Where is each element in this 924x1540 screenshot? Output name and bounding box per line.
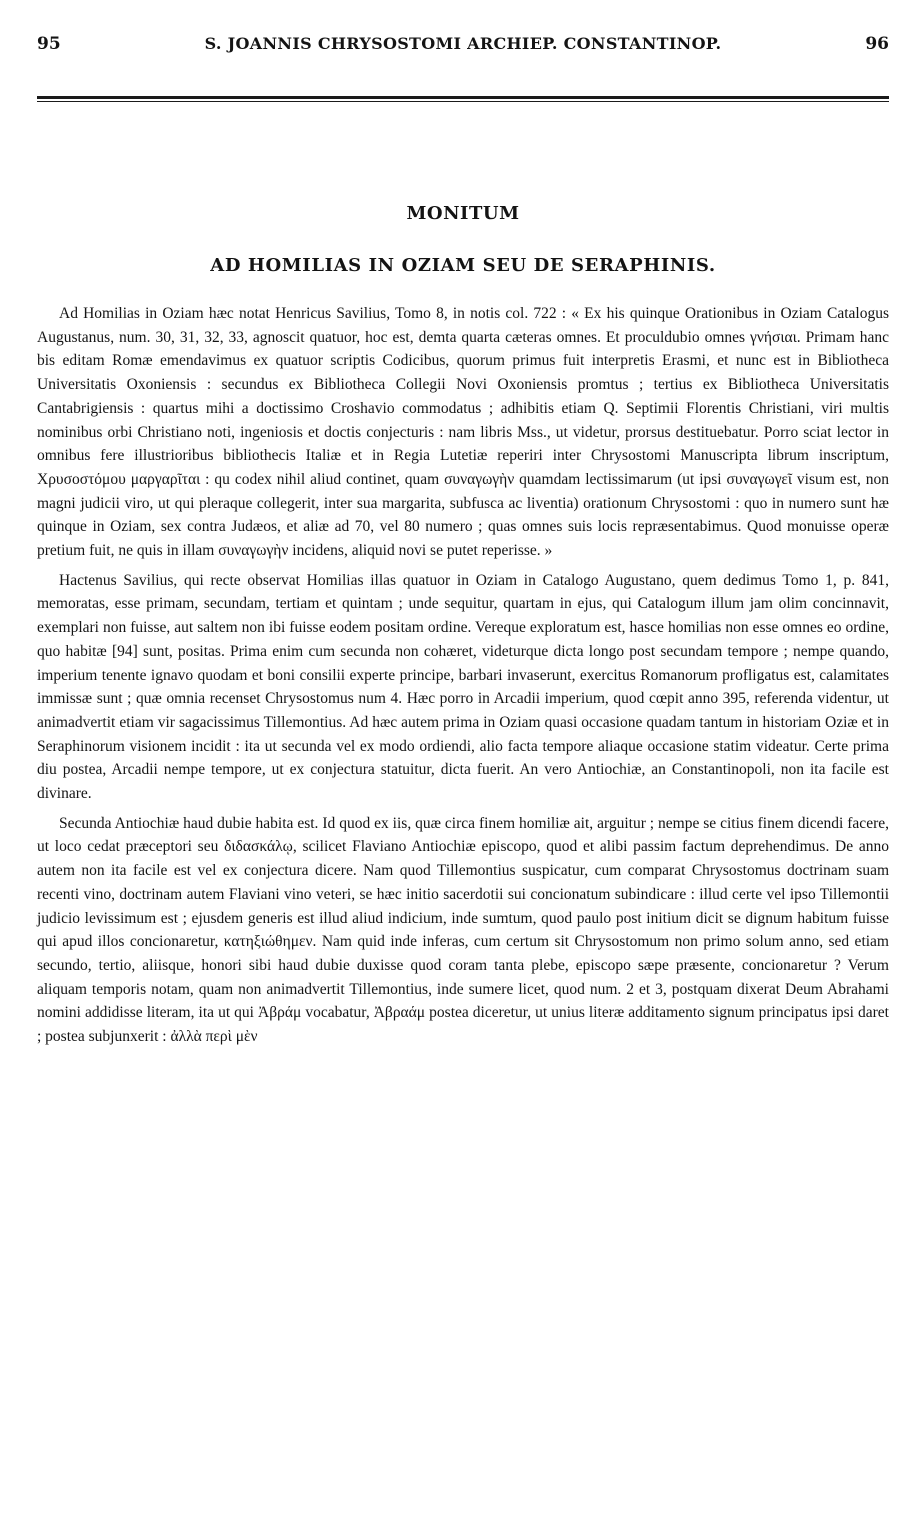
- header-rule-thin: [37, 101, 889, 102]
- running-head: S. JOANNIS CHRYSOSTOMI ARCHIEP. CONSTANTINOP.: [204, 34, 722, 53]
- paragraph: Secunda Antiochiæ haud dubie habita est. Id quod ex iis, quæ circa finem homiliæ ait, arguitur ; nempe se citius finem dicendi facere, ut loco cedat præceptori seu διδασκάλῳ, scilicet Flaviano Antiochiæ episcopo, quod et alibi passim factum deprehendimus. De anno autem non ita facile est vel ex conjectura dicere. Nam quod Tillemontius suspicatur, cum comparat Chrysostomus doctrinam suam recenti vino, doctrinam autem Flaviani vino veteri, se hæc initio sacerdotii sui concionatum subindicare : illud certe vel ipso Tillemontii judicio levissimum est ; ejusdem generis est illud aliud indicium, inde sumtum, quod paulo post initium dicit se dignum habitum fuisse qui apud illos concionaretur, κατηξιώθημεν. Nam quid inde inferas, cum certum sit Chrysostomum non primo solum anno, sed etiam secundo, tertio, aliisque, honori sibi haud dubie duxisse quod coram tanta plebe, episcopo sæpe præsente, concionaretur ? Verum aliquam temporis notam, quam non animadvertit Tillemontius, inde sumere licet, quod num. 2 et 3, postquam dixerat Deum Abrahami nomini addidisse literam, ita ut qui Ἀβράμ vocabatur, Ἀβραάμ postea diceretur, ut unius literæ additamento signum principatus ipsi daret ; postea subjunxerit : ἀλλὰ περὶ μὲν: [37, 814, 889, 1046]
- section-title: MONITUM: [406, 203, 520, 224]
- page-number-right: 96: [865, 34, 889, 54]
- body-text: [37, 302, 889, 1055]
- paragraph: Ad Homilias in Oziam hæc notat Henricus Savilius, Tomo 8, in notis col. 722 : « Ex his quinque Orationibus in Oziam Catalogus Augustanus, num. 30, 31, 32, 33, agnoscit quatuor, hoc est, demta quarta cæteras omnes. Et proculdubio omnes γνήσιαι. Primam hanc bis editam Romæ emendavimus ex quatuor scriptis Codicibus, quorum primus fuit interpretis Erasmi, et nunc est in Bibliotheca Universitatis Oxoniensis : secundus ex Bibliotheca Collegii Novi Oxoniensis promtus ; tertius ex Bibliotheca Universitatis Cantabrigiensis : quartus mihi a doctissimo Croshavio commodatus ; adhibitis etiam Q. Septimii Florentis Christiani, viri multis nominibus orbi Christiano noti, ingeniosis et doctis conjecturis : nam libris Mss., ut videtur, prorsus destituebatur. Porro sciat lector in omnibus fere illustrioribus bibliothecis Italiæ et in Regia Lutetiæ reperiri inter Chrysostomi Manuscripta librum inscriptum, Χρυσοστόμου μαργαρῖται : qu codex nihil aliud continet, quam συναγωγὴν quamdam lectissimarum (ut ipsi συναγωγεῖ visum est, non magni judicii viro, ut qui pleraque collegerit, inter sua margarita, subfusca ac liventia) orationum Chrysostomi : quo in numero sunt hæ quinque in Oziam, sex contra Judæos, et aliæ ad 70, vel 80 numero ; quas omnes suis locis repræsentabimus. Quod monuisse operæ pretium fuit, ne quis in illam συναγωγὴν incidens, aliquid novi se putet reperisse. »: [37, 305, 889, 560]
- page-number-left: 95: [37, 34, 61, 54]
- header-rule-thick: [37, 96, 889, 99]
- paragraph: Hactenus Savilius, qui recte observat Homilias illas quatuor in Oziam in Catalogo Augustano, quem dedimus Tomo 1, p. 841, memoratas, esse primam, secundam, tertiam et quintam ; unde sequitur, quartam in ejus, qui Catalogum illum jam olim concinnavit, exemplari non fuisse, aut saltem non ibi fuisse eodem positam ordine. Vereque exploratum est, hasce homilias non esse omnes eo ordine, quo habitæ [94] sunt, positas. Prima enim cum secunda non cohæret, videturque dicta longo post secundam tempore ; nempe quando, imperium tenente ignavo quodam et boni consilii experte principe, barbari invaserunt, exercitus Romanorum profligatus est, calamitates immissæ sunt ; quæ omnia recenset Chrysostomus num 4. Hæc porro in Arcadii imperium, quod cœpit anno 395, referenda videntur, ut animadvertit etiam vir sagacissimus Tillemontius. Ad hæc autem prima in Oziam quasi occasione quadam tantum in historiam Oziæ et in Seraphinorum visionem incidit : ita ut secunda vel ex modo ordiendi, alio facta tempore aliaque occasione statim videatur. Certe prima diu postea, Arcadii nempe tempore, ut ex conjectura statuitur, dicta fuerit. An vero Antiochiæ, an Constantinopoli, non ita facile est divinare.: [37, 571, 889, 803]
- page-header: [37, 34, 889, 58]
- section-subtitle: AD HOMILIAS IN OZIAM SEU DE SERAPHINIS.: [210, 255, 716, 276]
